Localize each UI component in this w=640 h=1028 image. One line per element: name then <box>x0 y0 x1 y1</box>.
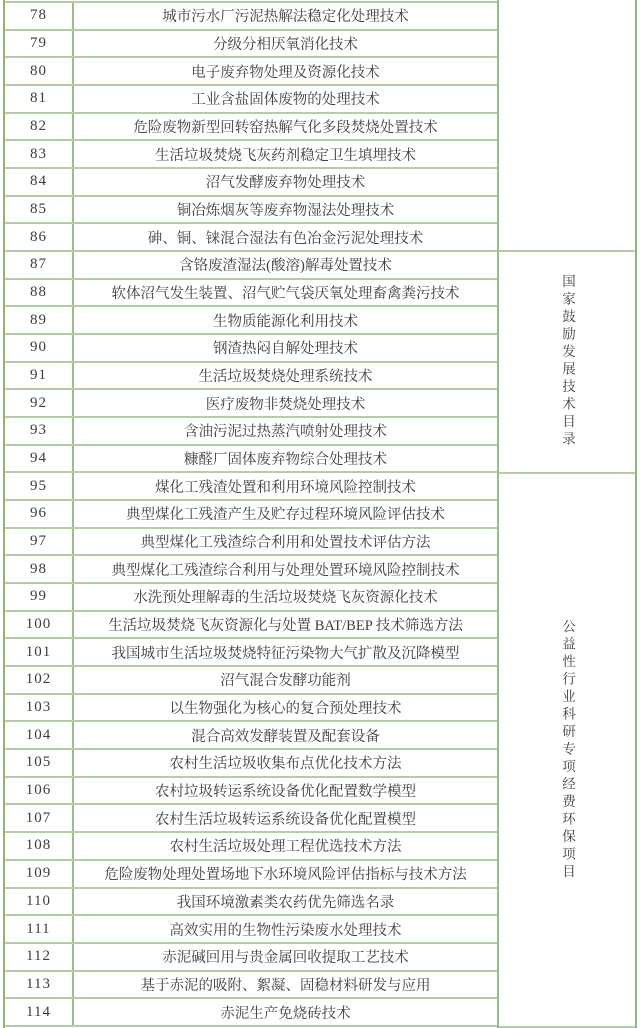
row-tech-name: 农村生活垃圾处理工程优选技术方法 <box>169 839 402 856</box>
row-number: 85 <box>5 197 74 223</box>
row-number: 98 <box>5 556 74 582</box>
table-row <box>5 31 497 59</box>
table-row <box>5 861 497 889</box>
table-row <box>5 833 497 861</box>
row-number: 99 <box>5 584 74 610</box>
row-tech-name: 混合高效发酵装置及配套设备 <box>191 728 380 745</box>
table-row <box>5 335 497 363</box>
row-tech-name: 城市污水厂污泥热解法稳定化处理技术 <box>162 9 409 26</box>
category-label: 国家鼓励发展技术目录 <box>560 274 575 450</box>
row-tech-name: 赤泥碱回用与贵金属回收提取工艺技术 <box>162 950 409 967</box>
table-row <box>5 778 497 806</box>
table-row <box>5 363 497 391</box>
table-row <box>5 224 497 252</box>
row-number: 109 <box>5 861 74 887</box>
table-row <box>5 612 497 640</box>
table-row <box>5 750 497 778</box>
row-tech-name: 含铬废渣湿法(酸溶)解毒处置技术 <box>179 258 392 275</box>
table-row <box>5 695 497 723</box>
table-row <box>5 141 497 169</box>
row-tech-name: 生活垃圾焚烧处理系统技术 <box>198 369 373 386</box>
row-tech-name: 沼气发酵废弃物处理技术 <box>205 175 366 192</box>
row-tech-name: 典型煤化工残渣产生及贮存过程环境风险评估技术 <box>126 507 445 524</box>
row-number: 87 <box>5 252 74 278</box>
row-number: 103 <box>5 695 74 721</box>
row-number: 91 <box>5 363 74 389</box>
category-cell-public-welfare <box>499 474 635 1028</box>
row-number: 82 <box>5 114 74 140</box>
row-tech-name: 分级分相厌氧消化技术 <box>213 37 358 53</box>
row-number: 108 <box>5 833 74 859</box>
row-number: 83 <box>5 141 74 167</box>
category-label: 公益性行业科研专项经费环保项目 <box>560 618 575 881</box>
row-number: 101 <box>5 639 74 665</box>
row-number: 107 <box>5 805 74 831</box>
row-number: 88 <box>5 280 74 306</box>
table-row <box>5 390 497 418</box>
row-tech-name: 工业含盐固体废物的处理技术 <box>191 92 380 109</box>
table-row <box>5 889 497 917</box>
table-row <box>5 501 497 529</box>
table-row <box>5 972 497 1000</box>
table-row <box>5 418 497 446</box>
row-number: 105 <box>5 750 74 776</box>
table-row <box>5 280 497 308</box>
row-number: 81 <box>5 86 74 112</box>
table-row <box>5 446 497 474</box>
row-number: 96 <box>5 501 74 527</box>
table-row <box>5 999 497 1027</box>
row-number: 89 <box>5 307 74 333</box>
row-number: 86 <box>5 224 74 250</box>
table-row <box>5 58 497 86</box>
table-row <box>5 944 497 972</box>
row-number: 84 <box>5 169 74 195</box>
row-tech-name: 含油污泥过热蒸汽喷射处理技术 <box>184 424 387 441</box>
table-row <box>5 556 497 584</box>
row-tech-name: 我国环境激素类农药优先筛选名录 <box>176 894 395 911</box>
row-number: 80 <box>5 58 74 84</box>
row-number: 79 <box>5 31 74 57</box>
row-number: 110 <box>5 889 74 915</box>
table-row <box>5 805 497 833</box>
row-number: 94 <box>5 446 74 472</box>
row-number: 104 <box>5 722 74 748</box>
row-tech-name: 危险废物新型回转窑热解气化多段焚烧处置技术 <box>133 120 438 137</box>
row-number: 113 <box>5 972 74 998</box>
row-tech-name: 电子废弃物处理及资源化技术 <box>191 64 380 81</box>
row-tech-name: 高效实用的生物性污染废水处理技术 <box>169 922 402 939</box>
row-tech-name: 赤泥生产免烧砖技术 <box>220 1005 351 1022</box>
table-row <box>5 307 497 335</box>
row-number: 92 <box>5 390 74 416</box>
row-tech-name: 以生物强化为核心的复合预处理技术 <box>169 701 402 718</box>
row-number: 78 <box>5 3 74 29</box>
table-row <box>5 639 497 667</box>
category-cell-national-catalog <box>499 252 635 474</box>
table-rows <box>5 3 497 1027</box>
row-tech-name: 农村生活垃圾收集布点优化技术方法 <box>169 756 402 773</box>
row-number: 93 <box>5 418 74 444</box>
row-tech-name: 我国城市生活垃圾焚烧特征污染物大气扩散及沉降模型 <box>111 645 460 662</box>
row-tech-name: 农村垃圾转运系统设备优化配置数学模型 <box>155 784 416 801</box>
row-tech-name: 煤化工残渣处置和利用环境风险控制技术 <box>155 479 416 496</box>
row-tech-name: 糠醛厂固体废弃物综合处理技术 <box>184 452 387 469</box>
row-number: 114 <box>5 999 74 1025</box>
row-tech-name: 农村生活垃圾转运系统设备优化配置模型 <box>155 811 416 828</box>
row-tech-name: 医疗废物非焚烧处理技术 <box>205 396 366 413</box>
table-row <box>5 114 497 142</box>
row-number: 111 <box>5 916 74 942</box>
row-tech-name: 生物质能源化利用技术 <box>213 313 358 330</box>
row-tech-name: 生活垃圾焚烧飞灰资源化与处置 BAT/BEP 技术筛选方法 <box>108 618 463 635</box>
table-main-columns <box>3 0 497 1028</box>
table-row <box>5 667 497 695</box>
row-tech-name: 铜冶炼烟灰等废弃物湿法处理技术 <box>176 203 395 220</box>
row-tech-name: 砷、铜、铼混合湿法有色冶金污泥处理技术 <box>147 230 424 247</box>
category-cell-empty <box>499 0 635 252</box>
table-row <box>5 473 497 501</box>
row-number: 102 <box>5 667 74 693</box>
row-number: 90 <box>5 335 74 361</box>
table-row <box>5 252 497 280</box>
row-number: 100 <box>5 612 74 638</box>
row-tech-name: 软体沼气发生装置、沼气贮气袋厌氧处理畜禽粪污技术 <box>111 286 460 303</box>
row-tech-name: 沼气混合发酵功能剂 <box>220 673 351 690</box>
row-tech-name: 水洗预处理解毒的生活垃圾焚烧飞灰资源化技术 <box>133 590 438 607</box>
category-column <box>497 0 637 1028</box>
table-row <box>5 916 497 944</box>
row-tech-name: 典型煤化工残渣综合利用和处置技术评估方法 <box>140 535 431 552</box>
row-tech-name: 危险废物处理处置场地下水环境风险评估指标与技术方法 <box>104 867 467 884</box>
table-row <box>5 197 497 225</box>
table-row <box>5 86 497 114</box>
table-row <box>5 722 497 750</box>
row-tech-name: 典型煤化工残渣综合利用与处理处置环境风险控制技术 <box>111 562 460 579</box>
row-number: 95 <box>5 473 74 499</box>
row-number: 106 <box>5 778 74 804</box>
table-row <box>5 584 497 612</box>
table-row <box>5 529 497 557</box>
row-number: 97 <box>5 529 74 555</box>
table-row <box>5 169 497 197</box>
row-tech-name: 基于赤泥的吸附、絮凝、固稳材料研发与应用 <box>140 977 431 994</box>
row-tech-name: 钢渣热闷自解处理技术 <box>213 341 358 358</box>
row-number: 112 <box>5 944 74 970</box>
table-row <box>5 3 497 31</box>
row-tech-name: 生活垃圾焚烧飞灰药剂稳定卫生填埋技术 <box>155 147 416 164</box>
